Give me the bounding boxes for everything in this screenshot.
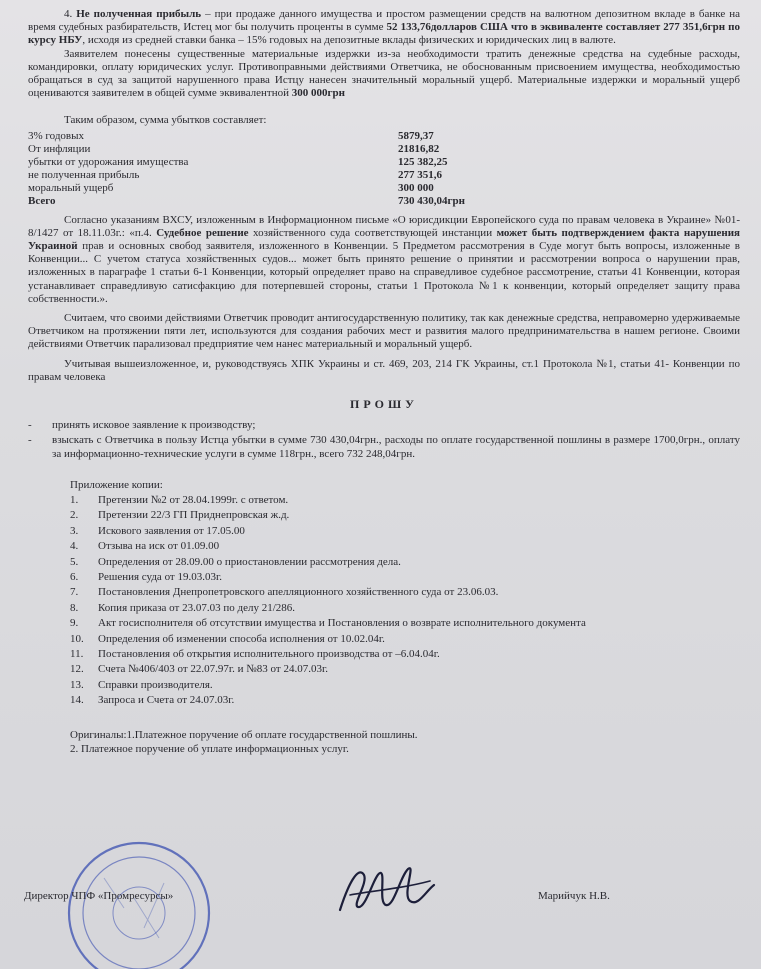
annex-item-text: Копия приказа от 23.07.03 по делу 21/286. [98,601,296,614]
handwritten-signature [330,855,440,925]
annex-item-number: 5. [70,555,79,568]
annex-item [70,602,740,617]
losses-row-label: убытки от удорожания имущества [28,155,189,168]
originals-line-1: Оригиналы:1.Платежное поручение об оплате государственной пошлины. [70,728,418,741]
annex-item-text: Постановления Днепропетровского апелляционного хозяйственного суда от 23.06.03. [98,586,499,599]
annex-item [70,663,740,678]
annex-item [70,633,740,648]
annex-item-number: 1. [70,494,79,507]
annex-item [70,571,740,586]
losses-intro: Таким образом, сумма убытков составляет: [64,114,267,127]
annex-item-number: 7. [70,586,79,599]
annex-item-number: 4. [70,540,79,553]
request-item-dash: - [28,434,32,447]
losses-row [28,169,498,182]
annex-item-number: 14. [70,694,84,707]
paragraph-damages: Заявителем понесены существенные материальные издержки из-за необходимости тратить денежные средства на судебные расходы, командировки, оплату юридических услуг. Противоправными действиями Ответчика, не обоснованным присвоением имущества, необходимостью обращаться в суд за защитой нарушенного права Истцу нанесен значительный моральный ущерб. Материальные издержки и моральный ущерб оцениваются заявителем в общей сумме эквивалентной 300 000грн [28,47,740,100]
request-item-text: принять исковое заявление к производству; [52,419,256,432]
annex-item-number: 13. [70,678,84,691]
request-item [28,419,740,432]
signer-name: Марийчук Н.В. [538,890,610,902]
annex-list [70,494,740,709]
losses-row-label: От инфляции [28,142,91,155]
losses-row-value: 21816,82 [398,142,440,155]
losses-row-label: Всего [28,194,56,207]
annex-item-text: Справки производителя. [98,678,213,691]
request-item-text: взыскать с Ответчика в пользу Истца убытки в сумме 730 430,04грн., расходы по оплате государственной пошлины в размере 1700,0грн., оплату за информационно-технические услуги в сумме 118грн., всего 732 248,04грн. [52,434,740,460]
annex-section [70,479,740,710]
losses-row-value: 5879,37 [398,129,434,142]
originals-line-2: 2. Платежное поручение об уплате информационных услуг. [70,742,349,755]
losses-table [28,130,498,208]
annex-item-text: Постановления об открытия исполнительного производства от –6.04.04г. [98,647,440,660]
document-body [28,8,740,756]
losses-row-value: 125 382,25 [398,155,448,168]
request-heading: ПРОШУ [350,397,418,412]
round-stamp [64,838,214,969]
annex-item [70,694,740,709]
annex-item-number: 8. [70,601,79,614]
losses-row-label: не полученная прибыль [28,168,140,181]
annex-title: Приложение копии: [70,478,163,491]
annex-item [70,648,740,663]
annex-item [70,556,740,571]
paragraph-ecthr: Согласно указаниям ВХСУ, изложенным в Информационном письме «О юрисдикции Европейского суда по правам человека в Украине» №01-8/1427 от 18.11.03г.: «п.4. Судебное решение хозяйственного суда соответствующей инстанции может быть подтверждением факта нарушения Украиной прав и основных свобод заявителя, изложенного в Конвенции. 5 Предметом рассмотрения в Суде могут быть вопросы, изложенные в Конвенции... С учетом статуса хозяйственных судов... может быть принято решение о принятии и рассмотрении вопроса о нарушении прав, изложенных в параграфе 1 статьи 6-1 Конвенции, который определяет право на справедливое судебное рассмотрение, статьи 41 Конвенции, которая устанавливает справедливую сатисфакцию для потерпевшей стороны, статьи 1 Протокола №1 к конвенции, который определяет защиту права собственности.». [28,213,740,305]
request-list [28,419,740,461]
losses-row [28,143,498,156]
annex-item-text: Решения суда от 19.03.03г. [98,571,222,584]
annex-item-text: Отзыва на иск от 01.09.00 [98,540,220,553]
annex-item [70,525,740,540]
annex-item-number: 11. [70,647,84,660]
annex-item [70,679,740,694]
annex-item-number: 9. [70,617,79,630]
annex-item [70,617,740,632]
losses-row [28,156,498,169]
losses-row [28,195,498,208]
signature-title: Директор ЧПФ «Промресурсы» [24,890,174,902]
request-item [28,434,740,460]
losses-row-label: моральный ущерб [28,181,114,194]
annex-item-number: 2. [70,509,79,522]
paragraph-antistate: Считаем, что своими действиями Ответчик проводит антигосударственную политику, так как денежные средства, неправомерно удерживаемые Ответчиком на протяжении пяти лет, используются для создания рабочих мест и развития малого предпринимательства в нашем регионе. Своими действиями Ответчик парализовал предприятие чем нанес материальный и моральный ущерб. [28,312,740,351]
losses-row [28,130,498,143]
annex-item [70,540,740,555]
annex-item-text: Определения от 28.09.00 о приостановлении рассмотрения дела. [98,555,401,568]
annex-item [70,509,740,524]
annex-item [70,586,740,601]
annex-item-text: Искового заявления от 17.05.00 [98,524,245,537]
annex-item [70,494,740,509]
annex-item-text: Претензии №2 от 28.04.1999г. с ответом. [98,494,289,507]
paragraph-lost-profit: 4. Не полученная прибыль – при продаже данного имущества и простом размещении средств на валютном депозитном вкладе в банке на время судебных разбирательств, Истец мог бы получить проценты в сумме 52 133,76долларов США что в эквиваленте составляет 277 351,6грн по курсу НБУ, исходя из средней ставки банка – 15% годовых на депозитные вклады физических и юридических лиц в валюте. [28,8,741,47]
annex-item-text: Счета №406/403 от 22.07.97г. и №83 от 24.07.03г. [98,663,328,676]
annex-item-text: Акт госисполнителя об отсутствии имущества и Постановления о возврате исполнительного документа [98,617,586,630]
annex-item-number: 6. [70,571,79,584]
losses-row-value: 300 000 [398,181,434,194]
request-item-dash: - [28,419,32,432]
annex-item-number: 10. [70,632,84,645]
annex-item-number: 3. [70,524,79,537]
annex-item-text: Запроса и Счета от 24.07.03г. [98,694,235,707]
annex-item-text: Определения об изменении способа исполнения от 10.02.04г. [98,632,385,645]
originals-section [70,728,740,756]
lost-profit-title: Не полученная прибыль [76,8,202,20]
losses-row-label: 3% годовых [28,129,85,142]
annex-item-number: 12. [70,663,84,676]
annex-item-text: Претензии 22/3 ГП Приднепровская ж.д. [98,509,290,522]
losses-row-value: 277 351,6 [398,168,442,181]
losses-row-value: 730 430,04грн [398,194,465,207]
paragraph-legal-basis: Учитывая вышеизложенное, и, руководствуясь ХПК Украины и ст. 469, 203, 214 ГК Украины, ст.1 Протокола №1, статьи 41- Конвенции по правам человека [28,357,740,383]
losses-row [28,182,498,195]
